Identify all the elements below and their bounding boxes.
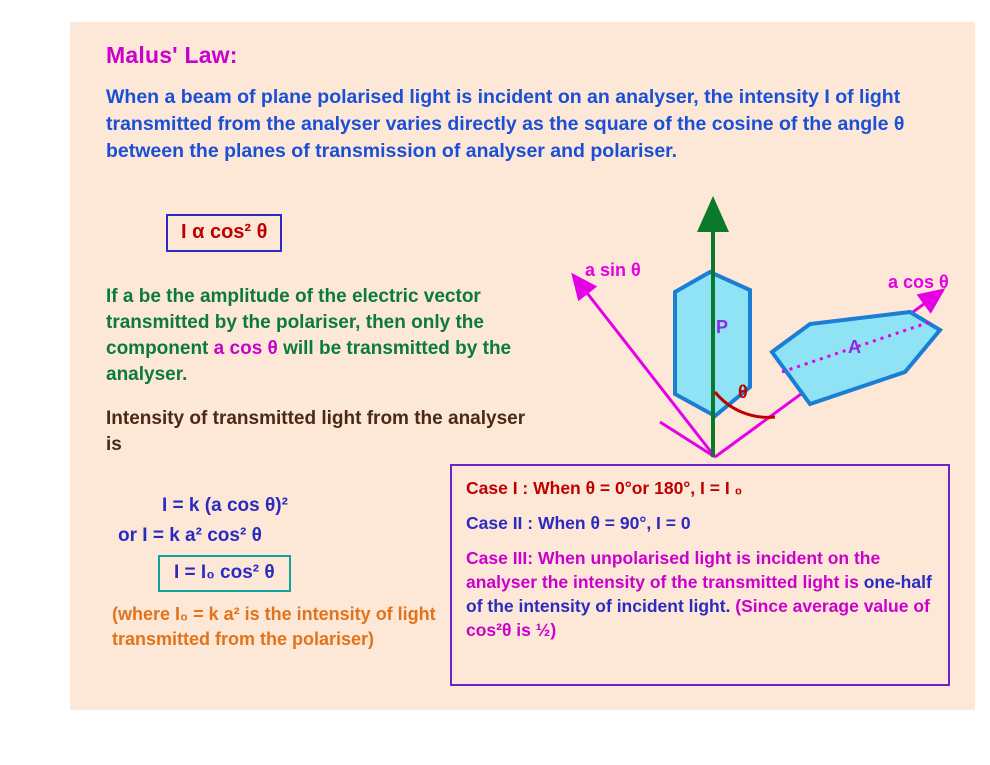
cases-box (450, 464, 950, 686)
formula-proportionality-text: I α cos² θ (181, 221, 268, 243)
amplitude-paragraph (106, 284, 526, 388)
label-theta: θ (738, 382, 748, 402)
intro-paragraph: When a beam of plane polarised light is incident on an analyser, the intensity I of light transmitted from the analyser varies directly as the square of the cosine of the angle θ between the planes of transmission of analyser and polariser. (106, 86, 905, 162)
analyser-crystal (772, 312, 940, 404)
case-one: Case I : When θ = 0°or 180°, I = I ₀ (466, 478, 743, 498)
axis-stub-left (660, 422, 715, 457)
case-two: Case II : When θ = 90°, I = 0 (466, 513, 691, 533)
formula-malus-law-text: I = I₀ cos² θ (174, 562, 275, 583)
amplitude-paragraph-highlight: a cos θ (213, 338, 278, 359)
case-three-part3: (Since average value of cos²θ is ½) (466, 596, 930, 640)
label-a-sin-theta: a sin θ (585, 260, 641, 280)
label-a-cos-theta: a cos θ (888, 272, 949, 292)
polariser-analyser-diagram (510, 172, 960, 482)
formula-malus-law (158, 555, 291, 592)
amplitude-paragraph-part2: will be transmitted by the analyser. (106, 338, 512, 385)
diagram-svg (510, 172, 960, 482)
label-polariser: P (716, 317, 729, 337)
case-three-part1: Case III: When unpolarised light is incident on the analyser the intensity of the transmitted light is (466, 548, 881, 592)
formula-proportionality (166, 214, 282, 252)
case-three (466, 546, 936, 642)
case-three-part2: one-half of the intensity of incident light. (466, 572, 932, 616)
label-analyser: A (848, 337, 861, 357)
equation-two: or I = k a² cos² θ (118, 525, 262, 546)
where-note: (where I₀ = k a² is the intensity of light transmitted from the polariser) (112, 604, 436, 649)
intensity-paragraph: Intensity of transmitted light from the analyser is (106, 408, 526, 455)
equation-one: I = k (a cos θ)² (162, 495, 288, 516)
amplitude-paragraph-part1: If a be the amplitude of the electric vector transmitted by the polariser, then only the component (106, 286, 484, 359)
label-a: a (710, 212, 721, 232)
slide-canvas (70, 22, 975, 710)
page-title: Malus' Law: (106, 42, 238, 68)
